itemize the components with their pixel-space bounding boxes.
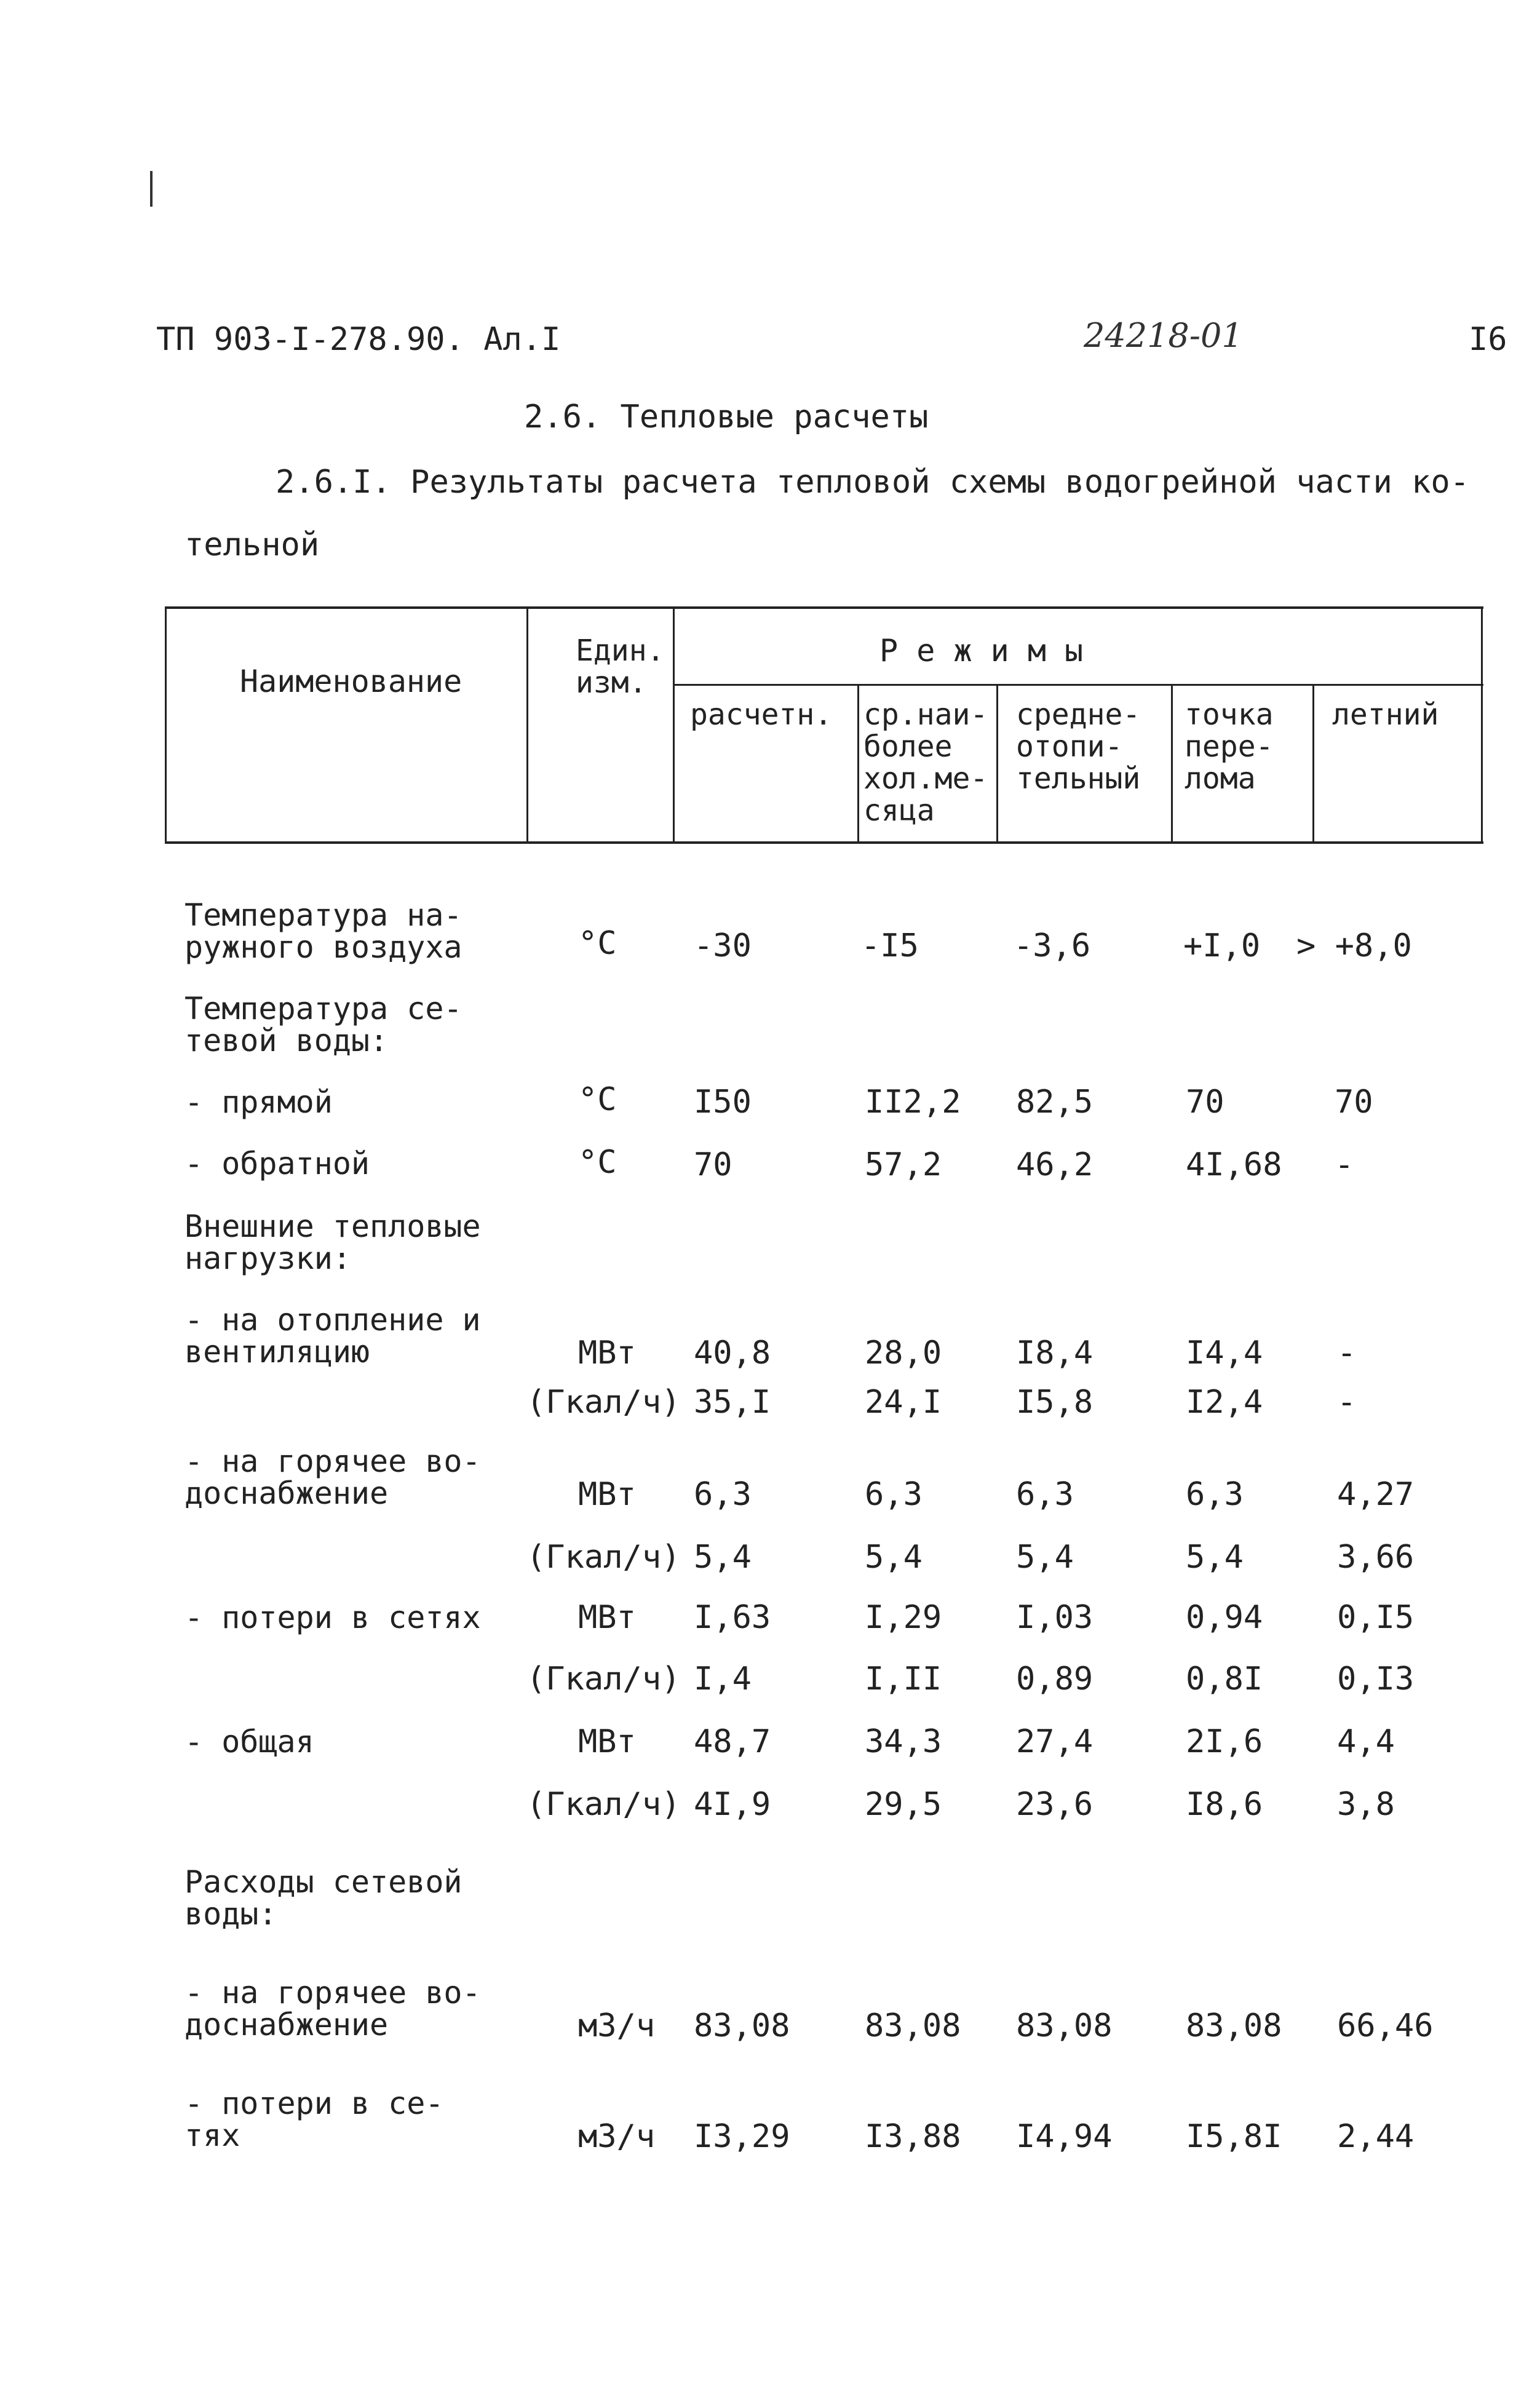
table-header-bottom-line [165, 841, 1483, 844]
row-value: 0,I3 [1337, 1661, 1415, 1697]
row-label: - общая [185, 1724, 314, 1760]
row-label: - на горячее во- доснабжение [185, 1443, 481, 1511]
row-value: I,29 [865, 1599, 942, 1636]
header-col-avg-heating: средне- отопи- тельный [1016, 697, 1141, 796]
row-value: -3,6 [1014, 927, 1091, 964]
row-value: 0,89 [1016, 1661, 1093, 1697]
row-unit: МВт [578, 1476, 636, 1513]
row-value: 27,4 [1016, 1723, 1093, 1760]
row-value: 3,66 [1337, 1539, 1415, 1576]
row-label: - на отопление и вентиляцию [185, 1302, 481, 1370]
row-label: - прямой [185, 1084, 333, 1120]
row-value: 46,2 [1016, 1146, 1093, 1183]
row-value: -30 [694, 927, 752, 964]
row-value: 3,8 [1337, 1786, 1395, 1823]
modes-divider-line [673, 684, 1483, 686]
row-value: -I5 [861, 927, 919, 964]
row-value: I,03 [1016, 1599, 1093, 1636]
row-value: 5,4 [865, 1539, 923, 1576]
row-value: 6,3 [1016, 1476, 1074, 1513]
row-value: 4,27 [1337, 1476, 1415, 1513]
header-col-summer: летний [1332, 697, 1439, 732]
row-value: 0,8I [1186, 1661, 1263, 1697]
row-value: I5,8I [1186, 2118, 1282, 2155]
row-value: - [1337, 1384, 1357, 1421]
section-title: 2.6. Тепловые расчеты [524, 399, 929, 435]
row-value: I2,4 [1186, 1384, 1263, 1421]
row-value: I4,94 [1016, 2118, 1113, 2155]
row-value: 6,3 [1186, 1476, 1244, 1513]
row-value: I3,88 [865, 2118, 961, 2155]
row-value: 35,I [694, 1384, 771, 1421]
row-value: 34,3 [865, 1723, 942, 1760]
row-unit: (Гкал/ч) [526, 1661, 681, 1697]
row-value: +I,0 [1183, 927, 1261, 964]
row-unit: (Гкал/ч) [526, 1786, 681, 1823]
col-divider-7 [1312, 684, 1314, 844]
row-value: 70 [1186, 1084, 1224, 1121]
row-value: 57,2 [865, 1146, 942, 1183]
row-label: - на горячее во- доснабжение [185, 1975, 481, 2043]
row-value: 70 [694, 1146, 732, 1183]
row-value: 6,3 [694, 1476, 752, 1513]
header-col-coldest-month: ср.наи- более хол.ме- сяца [863, 697, 988, 828]
row-label: Температура на- ружного воздуха [185, 897, 462, 965]
row-label: Внешние тепловые нагрузки: [185, 1209, 481, 1276]
col-divider-5 [996, 684, 998, 844]
row-value: 4I,9 [694, 1786, 771, 1823]
row-value: 83,08 [1186, 2007, 1282, 2044]
row-value: 5,4 [1016, 1539, 1074, 1576]
row-label: - потери в се- тях [185, 2086, 444, 2153]
row-value: 83,08 [1016, 2007, 1113, 2044]
col-divider-2 [526, 606, 528, 844]
row-unit: °C [578, 1144, 617, 1181]
row-value: 0,94 [1186, 1599, 1263, 1636]
row-value: 48,7 [694, 1723, 771, 1760]
row-value: I4,4 [1186, 1335, 1263, 1372]
row-unit: МВт [578, 1335, 636, 1372]
row-label: Температура се- тевой воды: [185, 991, 462, 1058]
row-unit: (Гкал/ч) [526, 1384, 681, 1421]
row-value: 2,44 [1337, 2118, 1415, 2155]
row-value: 29,5 [865, 1786, 942, 1823]
row-value: 24,I [865, 1384, 942, 1421]
row-label: - обратной [185, 1146, 370, 1181]
row-value: - [1337, 1335, 1357, 1372]
row-value: 5,4 [1186, 1539, 1244, 1576]
row-unit: °C [578, 925, 617, 962]
col-divider-1 [165, 606, 167, 844]
row-value: I,63 [694, 1599, 771, 1636]
row-value: 83,08 [694, 2007, 790, 2044]
row-value: 5,4 [694, 1539, 752, 1576]
row-label: - потери в сетях [185, 1600, 481, 1635]
col-divider-8 [1481, 606, 1483, 844]
row-unit: (Гкал/ч) [526, 1539, 681, 1576]
row-value: 28,0 [865, 1335, 942, 1372]
header-col-design: расчетн. [690, 697, 833, 732]
header-unit: Един. изм. [576, 633, 665, 700]
row-value: 23,6 [1016, 1786, 1093, 1823]
row-unit: МВт [578, 1599, 636, 1636]
col-divider-6 [1171, 684, 1173, 844]
page-number: I6 [1469, 321, 1507, 358]
row-value: I,4 [694, 1661, 752, 1697]
header-col-break-point: точка пере- лома [1185, 697, 1274, 796]
row-value: 66,46 [1337, 2007, 1434, 2044]
table-top-line [165, 606, 1483, 609]
row-label: Расходы сетевой воды: [185, 1864, 462, 1932]
row-value: I8,4 [1016, 1335, 1093, 1372]
row-value: 4,4 [1337, 1723, 1395, 1760]
handwritten-number: 24218-01 [1084, 316, 1243, 355]
col-divider-3 [673, 606, 675, 844]
row-unit: м3/ч [578, 2118, 656, 2155]
row-value: - [1335, 1146, 1354, 1183]
row-value: I50 [694, 1084, 752, 1121]
row-unit: °C [578, 1081, 617, 1118]
row-value: II2,2 [865, 1084, 961, 1121]
row-value: I3,29 [694, 2118, 790, 2155]
row-value: 0,I5 [1337, 1599, 1415, 1636]
row-value: 4I,68 [1186, 1146, 1282, 1183]
header-name: Наименование [240, 664, 462, 699]
row-unit: МВт [578, 1723, 636, 1760]
col-divider-4 [857, 684, 859, 844]
document-code: ТП 903-I-278.90. Ал.I [156, 321, 561, 358]
row-value: 82,5 [1016, 1084, 1093, 1121]
row-value: 83,08 [865, 2007, 961, 2044]
subsection-title-line2: тельной [185, 526, 320, 563]
row-value: 40,8 [694, 1335, 771, 1372]
row-value: I,II [865, 1661, 942, 1697]
header-modes: Р е ж и м ы [879, 633, 1084, 669]
row-value: 6,3 [865, 1476, 923, 1513]
row-value: > +8,0 [1296, 927, 1412, 964]
subsection-title-line1: 2.6.I. Результаты расчета тепловой схемы водогрейной части ко- [276, 464, 1470, 501]
margin-mark [150, 171, 153, 207]
row-value: I8,6 [1186, 1786, 1263, 1823]
row-value: 70 [1335, 1084, 1373, 1121]
row-unit: м3/ч [578, 2007, 656, 2044]
row-value: I5,8 [1016, 1384, 1093, 1421]
row-value: 2I,6 [1186, 1723, 1263, 1760]
